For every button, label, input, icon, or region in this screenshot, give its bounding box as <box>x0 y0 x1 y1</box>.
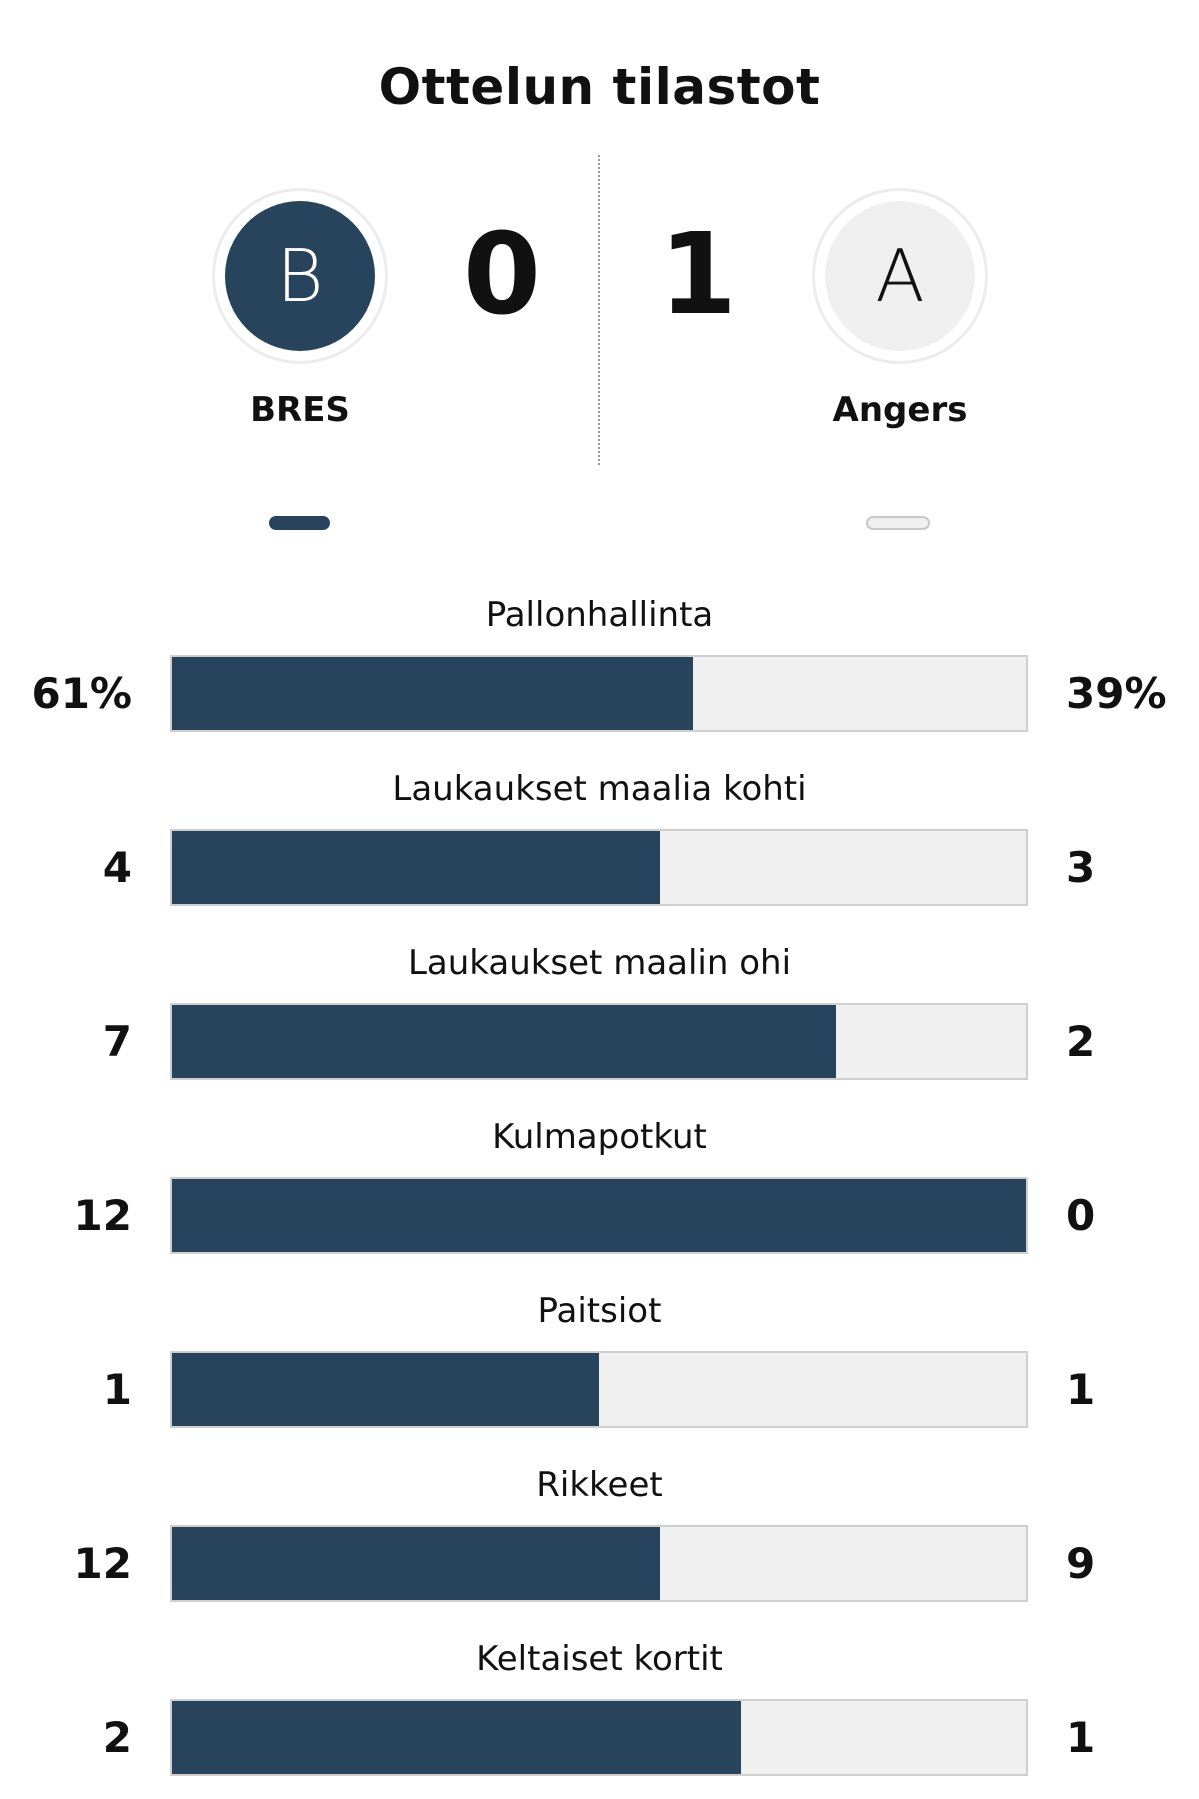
stat-label: Kulmapotkut <box>492 1117 707 1157</box>
stat-comparison-bar <box>170 1525 1028 1602</box>
stat-comparison-bar <box>170 829 1028 906</box>
home-team-name[interactable]: BRES <box>250 390 350 430</box>
stat-home-share-fill <box>172 1701 741 1774</box>
stat-row <box>0 1639 1199 1799</box>
stat-away-value: 3 <box>1066 843 1096 892</box>
home-team-logo[interactable] <box>212 188 388 364</box>
stat-home-value: 7 <box>102 1017 132 1066</box>
stat-row <box>0 1291 1199 1451</box>
stat-comparison-bar <box>170 1177 1028 1254</box>
stat-home-share-fill <box>172 1527 660 1600</box>
stat-home-share-fill <box>172 1179 1026 1252</box>
stat-home-value: 1 <box>102 1365 132 1414</box>
stat-row <box>0 1465 1199 1625</box>
stat-away-value: 9 <box>1066 1539 1096 1588</box>
away-team-logo-letter: A <box>825 201 975 351</box>
stat-comparison-bar <box>170 655 1028 732</box>
stat-comparison-bar <box>170 1351 1028 1428</box>
page-title: Ottelun tilastot <box>378 58 821 116</box>
stat-home-value: 4 <box>102 843 132 892</box>
stat-label: Paitsiot <box>537 1291 662 1331</box>
away-team-logo[interactable] <box>812 188 988 364</box>
stat-away-value: 2 <box>1066 1017 1096 1066</box>
stat-row <box>0 943 1199 1103</box>
home-team-logo-letter: B <box>225 201 375 351</box>
stat-home-value: 2 <box>102 1713 132 1762</box>
stat-label: Laukaukset maalia kohti <box>392 769 807 809</box>
stat-label: Pallonhallinta <box>485 595 714 635</box>
stat-label: Laukaukset maalin ohi <box>407 943 792 983</box>
stat-away-value: 1 <box>1066 1365 1096 1414</box>
stat-home-value: 12 <box>73 1191 132 1240</box>
stat-home-share-fill <box>172 831 660 904</box>
home-team-indicator[interactable] <box>269 516 330 530</box>
home-score: 0 <box>463 210 541 340</box>
stat-away-value: 0 <box>1066 1191 1096 1240</box>
stat-home-share-fill <box>172 1353 599 1426</box>
stat-label: Keltaiset kortit <box>476 1639 723 1679</box>
stat-row <box>0 595 1199 755</box>
stat-row <box>0 1117 1199 1277</box>
stat-label: Rikkeet <box>536 1465 663 1505</box>
stat-comparison-bar <box>170 1699 1028 1776</box>
stat-comparison-bar <box>170 1003 1028 1080</box>
stat-away-value: 39% <box>1066 669 1167 718</box>
stat-home-share-fill <box>172 1005 836 1078</box>
away-team-name[interactable]: Angers <box>832 390 968 430</box>
stat-home-share-fill <box>172 657 693 730</box>
stat-away-value: 1 <box>1066 1713 1096 1762</box>
stat-home-value: 12 <box>73 1539 132 1588</box>
stat-row <box>0 769 1199 929</box>
stat-home-value: 61% <box>31 669 132 718</box>
away-team-indicator[interactable] <box>866 516 930 530</box>
scoreboard-divider <box>598 155 600 465</box>
away-score: 1 <box>659 210 737 340</box>
